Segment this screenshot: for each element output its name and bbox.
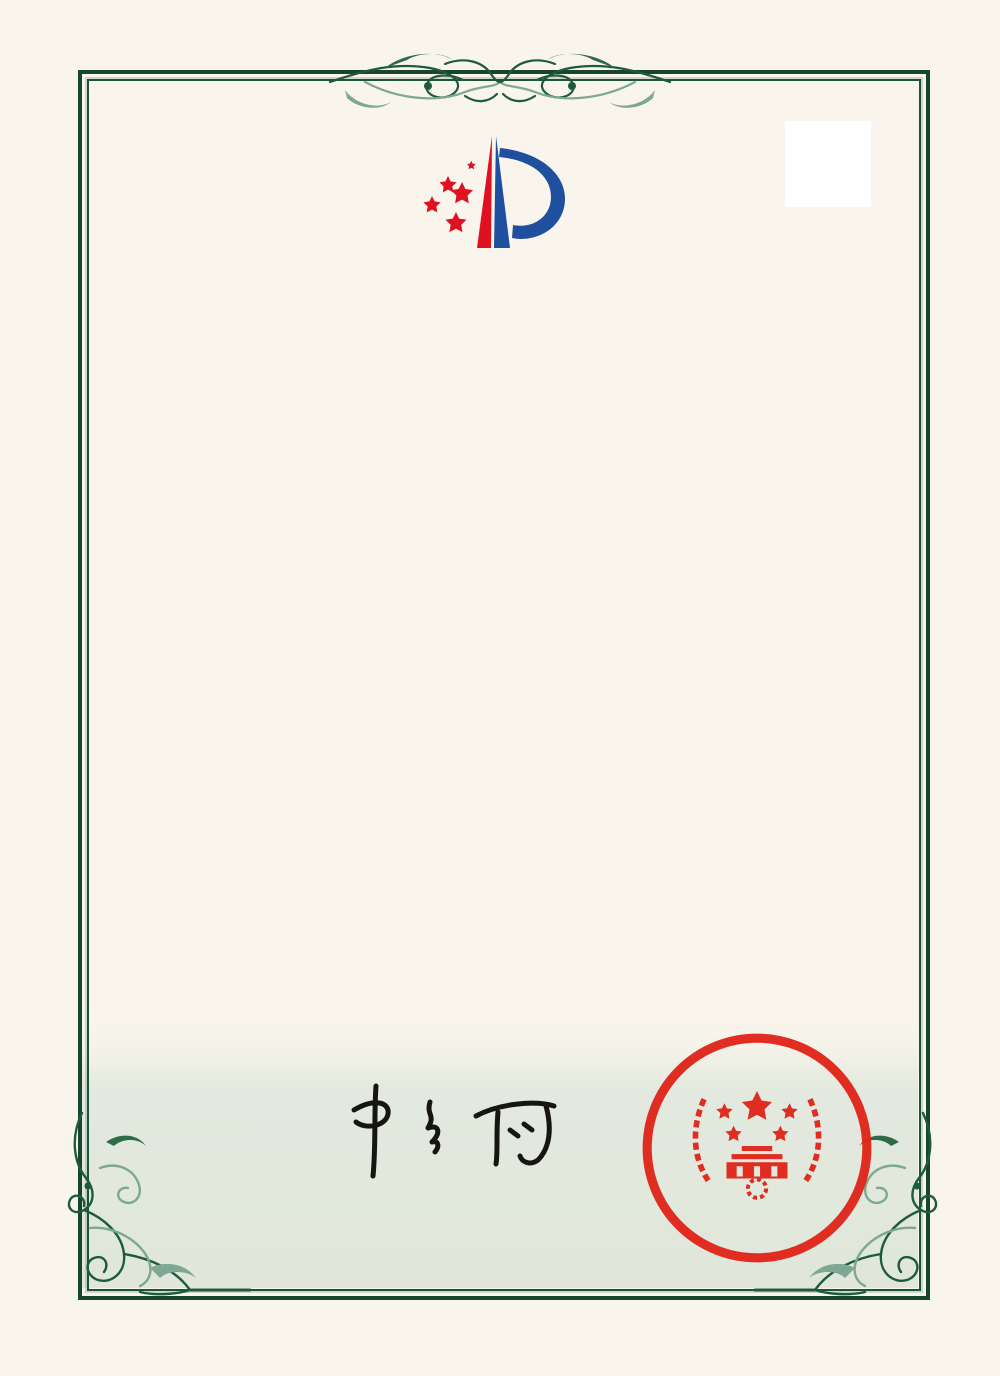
director-general-signature — [338, 1072, 573, 1187]
cnipa-logo — [418, 126, 582, 274]
logo-stars — [423, 161, 475, 232]
qr-code — [785, 121, 871, 207]
logo-red-wedge — [477, 136, 492, 248]
logo-p-bowl — [499, 148, 565, 239]
top-flourish-ornament — [325, 40, 675, 125]
cnipa-official-seal — [637, 1028, 877, 1268]
barcode — [84, 1336, 376, 1358]
bottom-left-corner-ornament — [60, 1108, 255, 1303]
seal-national-emblem — [695, 1091, 818, 1198]
